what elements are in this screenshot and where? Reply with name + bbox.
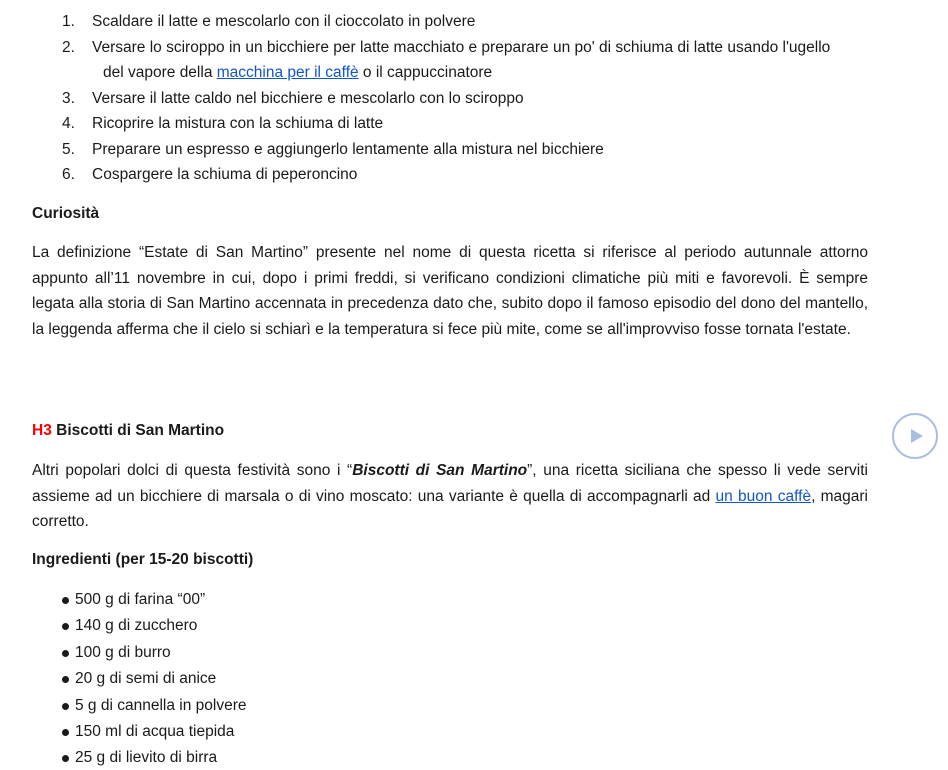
heading-level-tag: H3 (32, 422, 52, 439)
coffee-machine-link[interactable]: macchina per il caffè (216, 64, 359, 81)
list-item: 150 ml di acqua tiepida (32, 719, 868, 745)
play-icon (894, 415, 936, 457)
list-item: 140 g di zucchero (32, 613, 868, 639)
list-item: 20 g di semi di anice (32, 666, 868, 692)
bullet-icon (62, 755, 69, 762)
step-number: 2. (62, 38, 75, 56)
list-item (32, 162, 868, 188)
list-item: 100 g di burro (32, 640, 868, 666)
ingredienti-heading: Ingredienti (per 15-20 biscotti) (32, 551, 254, 568)
list-item (32, 111, 868, 137)
list-item (32, 9, 868, 35)
bullet-icon (62, 729, 69, 736)
biscotti-section (32, 458, 868, 535)
list-item: 500 g di farina “00” (32, 587, 868, 613)
list-item: 25 g di lievito di birra (32, 745, 868, 770)
curiosita-heading: Curiosità (32, 205, 100, 222)
ingredients-list (32, 587, 868, 770)
recipe-steps-list (32, 9, 868, 188)
step-text: Ricoprire la mistura con la schiuma di latte (92, 115, 384, 132)
step-number: 5. (62, 140, 75, 158)
list-item (32, 86, 868, 112)
bullet-icon (62, 623, 69, 630)
step-text: Versare il latte caldo nel bicchiere e mescolarlo con lo sciroppo (92, 89, 524, 107)
step-text: Cospargere la schiuma di peperoncino (92, 166, 358, 183)
step-text: Preparare un espresso e aggiungerlo lentamente alla mistura nel bicchiere (92, 140, 604, 158)
step-text: Versare lo sciroppo in un bicchiere per latte macchiato e preparare un po' di schiuma di latte usando l'ugello del vapore della macchina per il caffè o il cappuccinatore (92, 38, 831, 81)
curiosita-section (32, 240, 868, 342)
biscotti-intro-paragraph: Altri popolari dolci di questa festività sono i “Biscotti di San Martino”, una ricetta siciliana che spesso li vede serviti assieme ad un bicchiere di marsala o di vino moscato: una variante è quella di accompagnarli ad un buon caffè, magari corretto. (32, 462, 868, 530)
step-number: 6. (62, 166, 75, 183)
list-item (32, 35, 868, 86)
biscotti-name-emphasis: Biscotti di San Martino (352, 462, 528, 479)
bullet-icon (62, 676, 69, 683)
step-number: 4. (62, 115, 75, 132)
bullet-icon (62, 597, 69, 604)
step-number: 3. (62, 89, 75, 107)
ingredienti-section (32, 587, 868, 770)
list-item (32, 137, 868, 163)
bullet-icon (62, 650, 69, 657)
step-text: Scaldare il latte e mescolarlo con il cioccolato in polvere (92, 13, 476, 30)
bullet-icon (62, 703, 69, 710)
biscotti-title: Biscotti di San Martino (56, 422, 225, 439)
document-page (32, 0, 868, 767)
step-number: 1. (62, 13, 75, 30)
buon-caffe-link[interactable]: un buon caffè (715, 487, 812, 505)
play-button[interactable] (892, 413, 938, 459)
list-item: 5 g di cannella in polvere (32, 693, 868, 719)
curiosita-paragraph: La definizione “Estate di San Martino” presente nel nome di questa ricetta si riferisce al periodo autunnale attorno appunto all’11 novembre in cui, dopo i primi freddi, si verificano condizioni climatiche più miti e favorevoli. È sempre legata alla storia di San Martino accennata in precedenza dato che, subito dopo il famoso episodio del dono del mantello, la leggenda afferma che il cielo si schiarì e la temperatura si fece più mite, come se all'improvviso fosse tornata l'estate. (32, 244, 868, 338)
biscotti-heading (32, 420, 868, 442)
